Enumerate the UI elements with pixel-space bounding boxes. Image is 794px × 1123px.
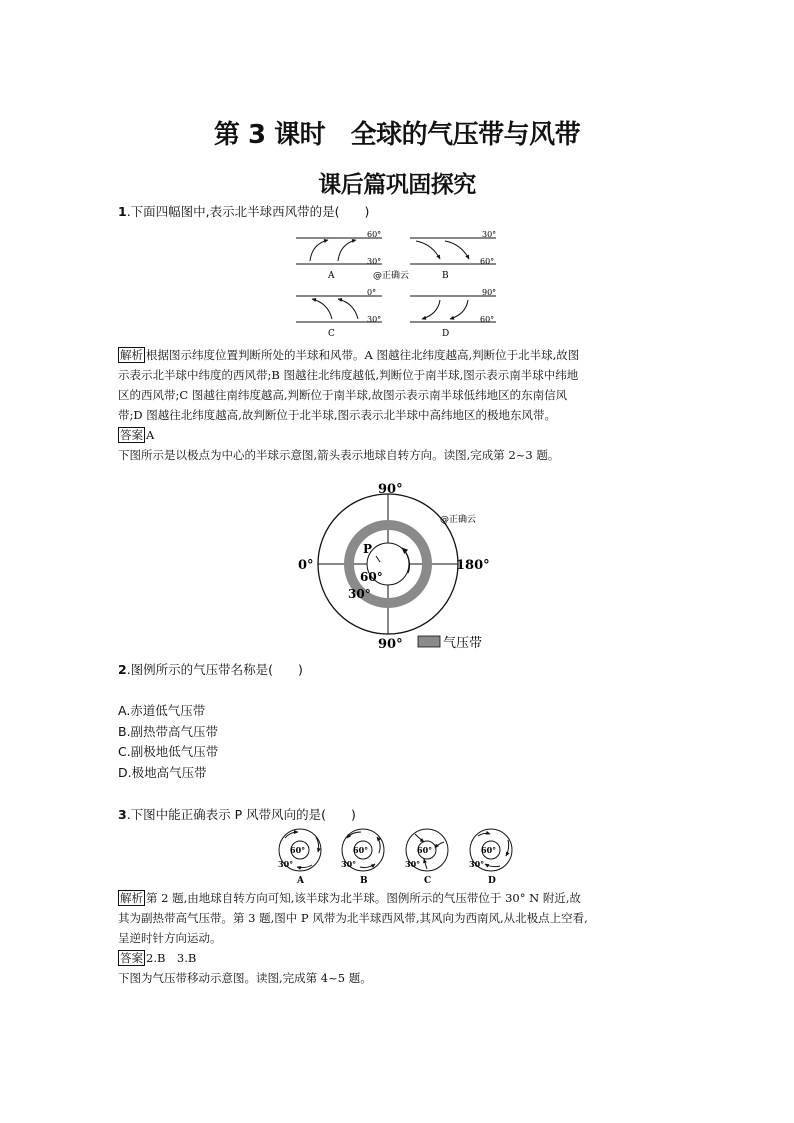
page-title: 第 3 课时 全球的气压带与风带: [213, 120, 581, 150]
panel-d: [410, 288, 496, 339]
lon-180: 180°: [456, 558, 490, 573]
option-figure-b: [341, 829, 384, 886]
q2-options: [118, 701, 218, 783]
question-number: 1: [118, 204, 127, 219]
option-b[interactable]: B.副热带高气压带: [118, 723, 219, 739]
answer-tag: 答案: [120, 428, 143, 442]
wind-arrow: [312, 299, 332, 319]
lat-60: 60°: [360, 570, 383, 584]
wind-arrow: [445, 241, 469, 259]
analysis-line: 根据图示纬度位置判断所处的半球和风带。A 图越往北纬度越高,判断位于北半球,故图: [146, 348, 580, 362]
legend-label: 气压带: [443, 636, 483, 651]
svg-text:A: A: [297, 876, 304, 886]
svg-text:C: C: [424, 876, 432, 886]
svg-text:B: B: [360, 876, 368, 886]
section-subtitle: 课后篇巩固探究: [318, 172, 476, 198]
lat-label-bottom: 30°: [367, 257, 382, 266]
question-number: 3: [118, 807, 127, 822]
wind-arrow: [422, 300, 440, 319]
analysis-tag: 解析: [120, 891, 143, 905]
answer-tag: 答案: [120, 951, 143, 965]
svg-text:30°: 30°: [278, 859, 294, 869]
question-text: .图例所示的气压带名称是( ): [126, 662, 303, 677]
svg-text:30°: 30°: [341, 859, 357, 869]
option-d[interactable]: D.极地高气压带: [118, 764, 207, 780]
polar-figure: [290, 476, 510, 654]
legend-swatch: [418, 636, 440, 647]
question-3: [118, 806, 356, 824]
answer-value: A: [146, 428, 155, 442]
svg-text:60°: 60°: [481, 845, 497, 855]
watermark: @正确云: [440, 515, 477, 525]
svg-text:60°: 60°: [353, 845, 369, 855]
analysis-line: 带;D 图越往北纬度越高,故判断位于北半球,图示表示北半球中高纬地区的极地东风带。: [118, 408, 557, 422]
q3-wind-figure: [272, 826, 532, 886]
panel-label: D: [442, 329, 450, 339]
wind-arrow: [450, 300, 468, 319]
svg-text:60°: 60°: [417, 845, 433, 855]
analysis-line: 其为副热带高气压带。第 3 题,图中 P 风带为北半球西风带,其风向为西南风,从北极点上空看,: [118, 911, 588, 925]
intro-text: 下图为气压带移动示意图。读图,完成第 4~5 题。: [118, 971, 372, 985]
analysis-line: 第 2 题,由地球自转方向可知,该半球为北半球。图例所示的气压带位于 30° N 附近,故: [146, 891, 582, 905]
lat-label-top: 60°: [367, 230, 382, 239]
question-number: 2: [118, 662, 127, 677]
lat-label-bottom: 60°: [480, 257, 495, 266]
q1-wind-figure: [290, 226, 510, 342]
panel-label: C: [328, 329, 335, 339]
question-1: [118, 203, 369, 221]
wind-arrow: [338, 240, 356, 261]
panel-b: [410, 230, 496, 281]
q2-3-analysis: [118, 888, 698, 988]
analysis-line: 示表示北半球中纬度的西风带;B 图越往北纬度越低,判断位于南半球,图示表示南半球中纬地: [118, 368, 579, 382]
svg-text:30°: 30°: [405, 859, 421, 869]
analysis-tag: 解析: [120, 348, 143, 362]
option-a[interactable]: A.赤道低气压带: [118, 703, 206, 718]
lat-label-top: 90°: [482, 288, 497, 297]
lat-90-top: 90°: [378, 482, 403, 497]
svg-text:30°: 30°: [469, 859, 485, 869]
question-text: .下图中能正确表示 P 风带风向的是( ): [126, 807, 356, 822]
lat-label-top: 30°: [482, 230, 497, 239]
wind-arrow: [310, 240, 328, 261]
option-figure-c: [405, 829, 448, 886]
question-text: .下面四幅图中,表示北半球西风带的是( ): [126, 204, 370, 219]
q1-analysis: [118, 345, 678, 465]
lat-30: 30°: [348, 587, 371, 601]
option-figure-d: [469, 829, 512, 886]
option-figure-a: [278, 829, 321, 886]
panel-c: [296, 288, 382, 339]
point-p: P: [363, 542, 373, 556]
lat-label-bottom: 30°: [367, 315, 382, 324]
lat-90-bottom: 90°: [378, 637, 403, 652]
analysis-line: 呈逆时针方向运动。: [118, 931, 222, 945]
option-c[interactable]: C.副极地低气压带: [118, 744, 219, 759]
lat-label-top: 0°: [367, 288, 377, 297]
panel-a: [296, 230, 382, 281]
analysis-line: 区的西风带;C 图越往南纬度越高,判断位于南半球,故图示表示南半球低纬地区的东南信风: [118, 388, 568, 402]
wind-arrow: [416, 241, 440, 259]
watermark: @正确云: [373, 271, 410, 281]
svg-text:D: D: [488, 876, 496, 886]
question-2: [118, 661, 303, 679]
panel-label: A: [328, 271, 335, 281]
panel-label: B: [442, 271, 449, 281]
wind-arrow: [338, 299, 358, 319]
svg-text:60°: 60°: [290, 845, 306, 855]
intro-text: 下图所示是以极点为中心的半球示意图,箭头表示地球自转方向。读图,完成第 2~3 题。: [118, 448, 560, 462]
answer-value: 2.B 3.B: [146, 951, 197, 965]
lon-0: 0°: [298, 558, 314, 573]
lat-label-bottom: 60°: [480, 315, 495, 324]
